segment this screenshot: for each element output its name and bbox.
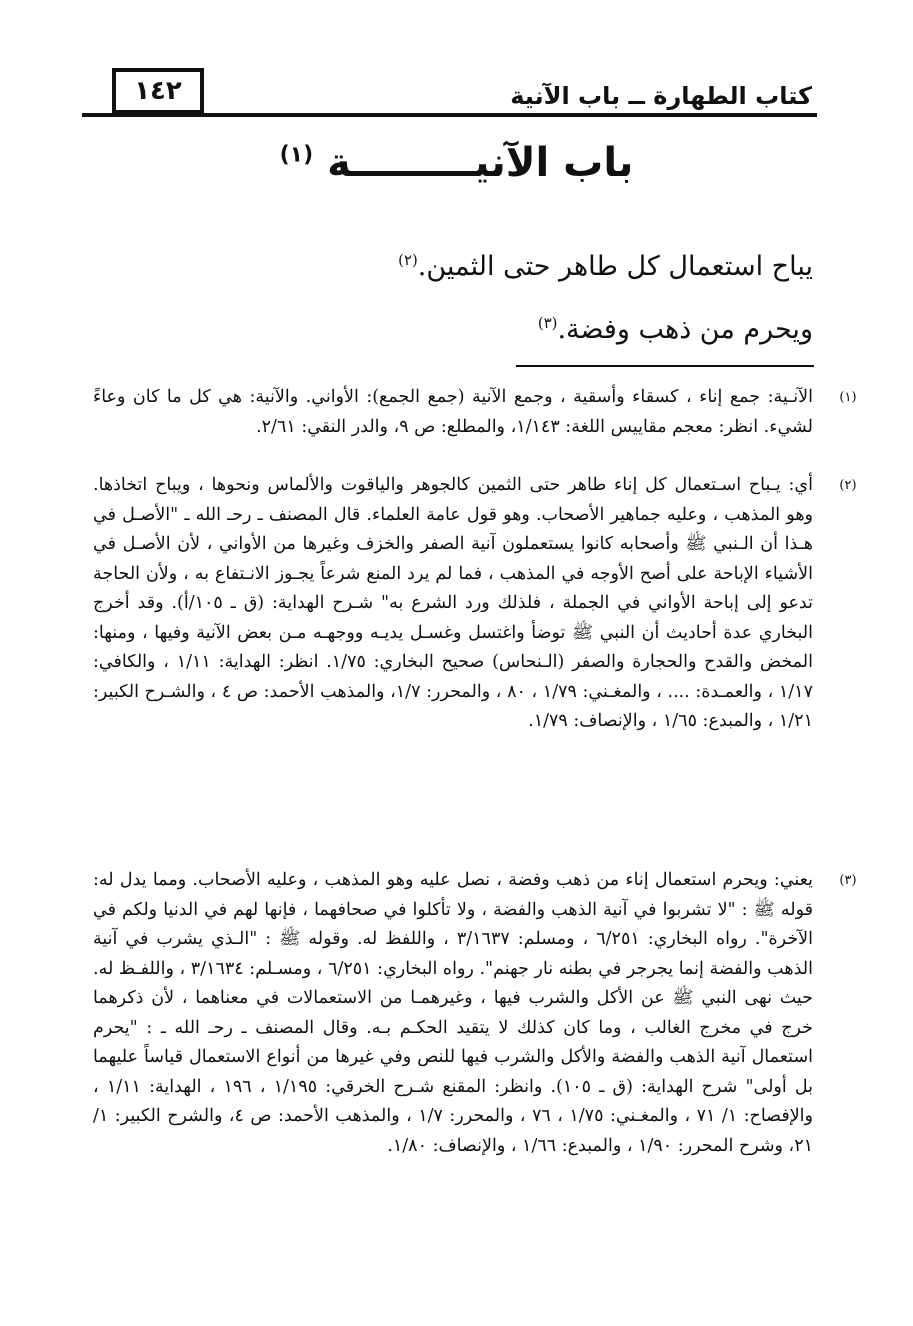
- footnote-2-marker: (٢): [839, 478, 857, 493]
- chapter-note-ref: (١): [279, 142, 314, 168]
- footnote-separator: [516, 365, 814, 367]
- footnote-1-text: الآنـية: جمع إناء ، كسقاء وأسقية ، وجمع الآنية (جمع الجمع): الأواني. والآنية: هي كل ما كان وعاءً لشيء. انظر: معجم مقاييس اللغة: ١/١٤٣، والمطلع: ص ٩، والدر النقي: ٢/٦١.: [93, 387, 814, 437]
- main-line-1-ref: (٢): [398, 251, 418, 269]
- chapter-title-text: باب الآنيـــــــــة: [327, 140, 634, 186]
- main-line-1: [93, 232, 813, 295]
- footnote-3-marker: (٣): [839, 873, 857, 888]
- main-text: [93, 232, 813, 358]
- page-number: [112, 68, 204, 114]
- footnote-3: [93, 866, 857, 1161]
- main-line-2-text: ويحرم من ذهب وفضة.: [557, 314, 813, 345]
- footnote-1-marker: (١): [839, 390, 857, 405]
- main-line-2-ref: (٣): [537, 314, 558, 332]
- running-head: كتاب الطهارة ــ باب الآنية: [504, 82, 818, 110]
- footnote-3-text: يعني: ويحرم استعمال إناء من ذهب وفضة ، نصل عليه وهو المذهب ، وعليه الأصحاب. ومما يدل له: قوله ﷺ : "لا تشربوا في آنية الذهب والفضة ، ولا تأكلوا في صحافهما ، فإنها لهم في الدنيا ولكم في الآخرة". رواه البخاري: ٦/٢٥١ ، ومسلم: ٣/١٦٣٧ ، واللفظ له. وقوله ﷺ : "الـذي يشرب في آنية الذهب والفضة إنما يجرجر في بطنه نار جهنم". رواه البخاري: ٦/٢٥١ ، ومسـلم: ٣/١٦٣٤ ، واللفـظ له. حيث نهى النبي ﷺ عن الأكل والشرب فيها ، وغيرهمـا من الاستعمالات في معناهما ، لأن ذكرهما خرج في مخرج الغالب ، وما كان كذلك لا يتقيد الحكـم بـه. وقال المصنف ـ رحـ الله ـ : "يحرم استعمال آنية الذهب والفضة والأكل والشرب فيها للنص وفي غيرها من أنواع الاستعمال قياساً عليهما بل أولى" شرح الهداية: (ق ـ ١٠٥). وانظر: المقنع شـرح الخرقي: ١/١٩٥ ، ١٩٦ ، الهداية: ١/١١ ، والإفصاح: ١/ ٧١ ، والمغـني: ١/٧٥ ، ٧٦ ، والمحرر: ١/٧ ، والمذهب الأحمد: ص ٤، والشرح الكبير: ١/ ٢١، وشرح المحرر: ١/٩٠ ، والمبدع: ١/٦٦ ، والإنصاف: ١/٨٠.: [93, 870, 813, 1156]
- main-line-1-text: يباح استعمال كل طاهر حتى الثمين.: [417, 251, 813, 282]
- chapter-title: [0, 140, 913, 186]
- footnote-2: [93, 471, 857, 737]
- main-line-2: [93, 295, 813, 358]
- page-number-text: ١٤٢: [134, 76, 182, 106]
- footnote-2-text: أي: يـباح اسـتعمال كل إناء طاهر حتى الثمين كالجوهر والياقوت والألماس ونحوها ، ويباح اتخاذها. وهو المذهب ، وعليه جماهير الأصحاب. وهو قول عامة العلماء. قال المصنف ـ رحـ الله ـ "الأصـل في هـذا أن الـنبي ﷺ وأصحابه كانوا يستعملون آنية الصفر والخزف وغيرها من الأواني ، لأن الأصـل في الأشياء الإباحة على أصح الأوجه في المذهب ، فما لم يرد المنع شرعاً يجـوز الانـتفاع به ، ولأن الحاجة تدعو إلى إباحة الأواني في الجملة ، فلذلك ورد الشرع به" شـرح الهداية: (ق ـ ١٠٥/أ). وقد أخرج البخاري عدة أحاديث أن النبي ﷺ توضأ واغتسل وغسـل يديـه ووجهـه مـن بعض الآنية وفيها ، ومنها: المخض والقدح والحجارة والصفر (الـنحاس) صحيح البخاري: ١/٧٥. انظر: الهداية: ١/١١ ، والكافي: ١/١٧ ، والعمـدة: .... ، والمغـني: ١/٧٩ ، ٨٠ ، والمحرر: ١/٧، والمذهب الأحمد: ص ٤ ، والشـرح الكبير: ١/٢١ ، والمبدع: ١/٦٥ ، والإنصاف: ١/٧٩.: [93, 475, 813, 731]
- footnote-1: [93, 383, 857, 442]
